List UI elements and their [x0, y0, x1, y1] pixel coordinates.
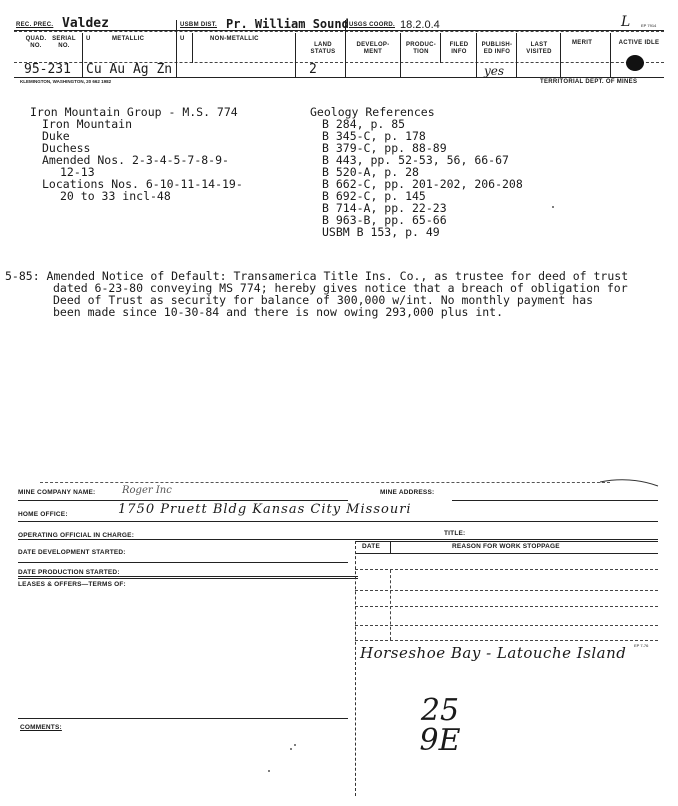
rec-prec-value: Valdez — [62, 16, 109, 31]
handwritten-mark: 25 9E — [419, 693, 461, 758]
serial-label: SERIAL NO. — [52, 36, 76, 49]
usgs-coord-value: 18.2.0.4 — [400, 19, 440, 31]
operating-official-label: OPERATING OFFICIAL IN CHARGE: — [18, 532, 135, 539]
filed-label: FILED INFO — [449, 42, 469, 55]
notice-line: dated 6-23-80 conveying MS 774; hereby gives notice that a breach of obligation for — [53, 281, 628, 295]
mine-address-label: MINE ADDRESS: — [380, 489, 435, 496]
usbm-dist-value: Pr. William Sound — [226, 17, 349, 31]
group-item: Amended Nos. 2-3-4-5-7-8-9- — [42, 153, 229, 167]
geology-ref: B 379-C, pp. 88-89 — [322, 141, 447, 155]
merit-label: MERIT — [572, 40, 593, 46]
group-item: 12-13 — [60, 165, 95, 179]
geology-ref: B 284, p. 85 — [322, 117, 406, 131]
geology-ref: B 714-A, pp. 22-23 — [322, 201, 447, 215]
usbm-dist-label: USBM DIST. — [180, 22, 218, 28]
production-label: PRODUC-TION — [405, 42, 437, 55]
quad-value: 95-231 — [24, 62, 71, 77]
mine-company-label: MINE COMPANY NAME: — [18, 489, 96, 496]
location-note: Horseshoe Bay - Latouche Island — [360, 644, 627, 662]
group-item: Iron Mountain — [42, 117, 133, 131]
land-status-label: LAND STATUS — [310, 42, 336, 55]
form-corner-curve — [600, 472, 660, 492]
published-value: yes — [484, 64, 505, 78]
title-label: TITLE: — [444, 530, 466, 537]
small-code: EP 7-76 — [634, 643, 649, 648]
metallic-value: Cu Au Ag Zn — [86, 62, 173, 77]
active-idle-label: ACTIVE IDLE — [618, 40, 660, 46]
last-visited-label: LAST VISITED — [526, 42, 552, 55]
notice-line: 5-85: Amended Notice of Default: Transamerica Title Ins. Co., as trustee for deed of trust — [5, 269, 629, 283]
date-development-label: DATE DEVELOPMENT STARTED: — [18, 549, 126, 556]
mine-company-value: Roger Inc — [122, 485, 172, 496]
metallic-label: METALLIC — [112, 36, 145, 42]
dept-label: TERRITORIAL DEPT. OF MINES — [540, 79, 638, 85]
geology-title: Geology References — [310, 105, 435, 119]
group-title: Iron Mountain Group - M.S. 774 — [30, 105, 238, 119]
usgs-coord-label: USGS COORD. — [349, 22, 395, 28]
land-status-value: 2 — [309, 62, 317, 77]
geology-ref: B 520-A, p. 28 — [322, 165, 419, 179]
group-item: Duchess — [42, 141, 91, 155]
reason-column-label: REASON FOR WORK STOPPAGE — [452, 543, 560, 550]
home-office-value: 1750 Pruett Bldg Kansas City Missouri — [118, 502, 412, 517]
published-label: PUBLISH-ED INFO — [481, 42, 513, 55]
active-marker — [626, 55, 644, 71]
geology-ref: B 443, pp. 52-53, 56, 66-67 — [322, 153, 509, 167]
mine-group-list — [30, 106, 243, 202]
notice-line: Deed of Trust as security for balance of 300,000 w/int. No monthly payment has — [53, 293, 594, 307]
home-office-label: HOME OFFICE: — [18, 511, 68, 518]
rec-prec-label: REC. PREC. — [16, 22, 54, 28]
group-item: 20 to 33 incl-48 — [60, 189, 171, 203]
develop-label: DEVELOP-MENT — [356, 42, 390, 55]
printer-line: KLEMINGTON, WASHINGTON, 20 662 1982 — [20, 79, 112, 84]
u-label: U — [86, 36, 91, 42]
date-column-label: DATE — [362, 543, 381, 550]
geology-ref: B 662-C, pp. 201-202, 206-208 — [322, 177, 523, 191]
geology-ref: B 692-C, p. 145 — [322, 189, 426, 203]
u2-label: U — [180, 36, 185, 42]
quad-label: QUAD. NO. — [25, 36, 47, 49]
notice-line: been made since 10-30-84 and there is now owing 293,000 plus int. — [53, 305, 504, 319]
corner-mark: L — [621, 14, 631, 30]
nonmetallic-label: NON-METALLIC — [210, 36, 259, 42]
date-production-label: DATE PRODUCTION STARTED: — [18, 569, 120, 576]
default-notice — [5, 270, 628, 318]
geology-ref: USBM B 153, p. 49 — [322, 225, 440, 239]
group-item: Duke — [42, 129, 70, 143]
leases-label: LEASES & OFFERS—TERMS OF: — [18, 581, 126, 588]
geology-ref: B 963-B, pp. 65-66 — [322, 213, 447, 227]
corner-code: EP 7914 — [641, 23, 657, 28]
geology-references — [310, 106, 523, 238]
geology-ref: B 345-C, p. 178 — [322, 129, 426, 143]
group-item: Locations Nos. 6-10-11-14-19- — [42, 177, 243, 191]
comments-label: COMMENTS: — [20, 724, 62, 731]
